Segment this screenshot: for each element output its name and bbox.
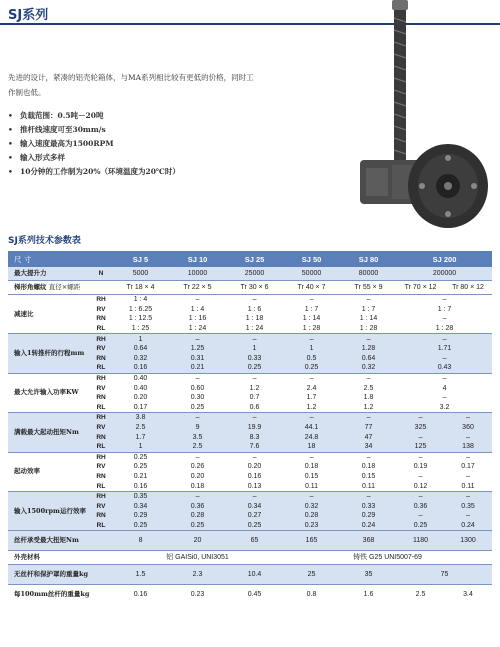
table-cell: 75	[397, 565, 492, 585]
table-cell: 25000	[226, 267, 283, 281]
table-cell: –	[226, 334, 283, 344]
table-cell: 0.23	[169, 585, 226, 605]
table-cell: 0.32	[283, 501, 340, 511]
table-cell: –	[397, 491, 444, 501]
table-cell: 0.16	[112, 585, 169, 605]
table-cell: 0.8	[283, 585, 340, 605]
table-cell: 19.9	[226, 423, 283, 433]
table-cell: –	[397, 413, 444, 423]
page-title: SJ系列	[8, 8, 49, 23]
table-cell: –	[340, 295, 397, 305]
table-cell: –	[283, 452, 340, 462]
feature-item: • 输入速度最高为1500RPM	[8, 137, 180, 151]
table-cell: 0.29	[112, 511, 169, 521]
rod-end-cap	[392, 0, 408, 10]
table-cell: 0.21	[169, 363, 226, 373]
header-model: SJ 50	[283, 251, 340, 267]
ratio-code: RN	[96, 315, 106, 323]
table-cell: 25	[283, 565, 340, 585]
table-cell: –	[397, 354, 492, 364]
table-cell: 0.20	[247, 463, 262, 471]
table-cell: 34	[340, 442, 397, 452]
table-cell: 铝 GAISi0, UNI3051	[112, 551, 283, 565]
ratio-code: RH	[90, 295, 112, 305]
table-cell: 0.21	[133, 472, 148, 480]
table-cell: –	[442, 315, 447, 323]
table-cell: 0.7	[249, 394, 260, 402]
feature-item: • 输入形式多样	[8, 151, 180, 165]
table-cell: 1	[283, 344, 340, 354]
table-cell: 1 : 28	[359, 325, 378, 333]
ratio-code: RL	[96, 482, 106, 490]
ratio-code: RN	[90, 354, 112, 364]
ratio-code: RV	[90, 423, 112, 433]
table-cell: 0.12	[413, 482, 428, 490]
ratio-code: RH	[90, 413, 112, 423]
row-group-label: 减速比	[8, 295, 90, 334]
table-cell: –	[283, 295, 340, 305]
table-cell: –	[226, 452, 283, 462]
table-cell: 0.25	[226, 521, 283, 531]
table-cell: 10.4	[226, 565, 283, 585]
table-cell: 8.3	[226, 432, 283, 442]
ratio-code: RV	[96, 305, 106, 313]
feature-list	[8, 109, 180, 179]
table-cell: Tr 18 × 4	[112, 281, 169, 295]
table-cell: –	[466, 472, 470, 480]
table-cell: 1 : 14	[302, 315, 321, 323]
table-cell: Tr 40 × 7	[283, 281, 340, 295]
feature-item: • 推杆线速度可至30mm/s	[8, 123, 180, 137]
table-cell: –	[283, 334, 340, 344]
table-row	[8, 491, 492, 501]
table-cell: 1 : 24	[188, 325, 207, 333]
table-cell: 0.17	[133, 403, 148, 411]
table-cell: 0.19	[413, 463, 428, 471]
table-cell: –	[444, 491, 492, 501]
table-cell: 0.36	[169, 501, 226, 511]
ratio-code: RH	[90, 491, 112, 501]
table-row-screw-weight	[8, 585, 492, 605]
table-cell: 24.8	[283, 432, 340, 442]
table-row-screw-torque	[8, 531, 492, 551]
table-cell: –	[226, 295, 283, 305]
table-cell: 165	[283, 531, 340, 551]
table-cell: 0.25	[169, 521, 226, 531]
table-cell: 0.26	[190, 463, 205, 471]
ratio-code: RH	[90, 334, 112, 344]
table-cell: –	[340, 413, 397, 423]
table-cell: 0.34	[226, 501, 283, 511]
table-cell: 1	[226, 344, 283, 354]
table-cell: –	[169, 334, 226, 344]
table-cell: 0.20	[190, 472, 205, 480]
table-cell: 44.1	[283, 423, 340, 433]
table-cell: 0.25	[226, 363, 283, 373]
table-cell: 1 : 4	[112, 295, 169, 305]
row-label: 外壳材料	[8, 551, 112, 565]
table-cell: –	[226, 373, 283, 383]
table-cell: 7.6	[226, 442, 283, 452]
ratio-code: RV	[90, 344, 112, 354]
row-group-label: 起动效率	[8, 452, 90, 491]
header-model: SJ 200	[397, 251, 492, 267]
table-cell: 0.24	[340, 521, 397, 531]
table-row	[8, 334, 492, 344]
table-cell: –	[340, 334, 397, 344]
feature-item: • 10分钟的工作制为20%（环境温度为20℃时）	[8, 165, 180, 179]
table-cell: 1 : 6.25	[128, 305, 153, 313]
table-cell: 0.32	[340, 363, 397, 373]
table-cell: –	[226, 413, 283, 423]
ratio-code: RH	[90, 452, 112, 462]
ratio-code: RV	[96, 463, 106, 471]
table-cell: 0.15	[361, 472, 376, 480]
table-cell: –	[169, 295, 226, 305]
ratio-code: RL	[90, 442, 112, 452]
table-cell: 1 : 14	[359, 315, 378, 323]
table-cell: 1.2	[249, 384, 260, 392]
table-cell: 1.7	[306, 394, 317, 402]
table-cell: Tr 30 × 6	[226, 281, 283, 295]
row-unit: N	[90, 267, 112, 281]
header-model: SJ 80	[340, 251, 397, 267]
table-cell: 1.8	[363, 394, 374, 402]
table-cell: –	[226, 491, 283, 501]
table-cell: 0.31	[169, 354, 226, 364]
table-cell: 138	[444, 442, 492, 452]
table-cell: 1300	[444, 531, 492, 551]
table-title: SJ系列技术参数表	[8, 236, 81, 246]
row-label: 丝杆承受最大扭矩Nm	[8, 531, 112, 551]
table-cell: 3.4	[444, 585, 492, 605]
table-cell: –	[418, 472, 423, 480]
table-cell: 5000	[112, 267, 169, 281]
table-cell: 1180	[397, 531, 444, 551]
parameter-groups	[8, 295, 492, 531]
table-cell: 1 : 24	[245, 325, 264, 333]
table-cell: 0.33	[226, 354, 283, 364]
table-cell: –	[444, 452, 492, 462]
table-cell: 0.36	[397, 501, 444, 511]
table-cell: 1 : 25	[131, 325, 150, 333]
table-cell: 0.15	[304, 472, 319, 480]
table-cell: 1 : 28	[302, 325, 321, 333]
table-cell: –	[397, 295, 492, 305]
table-row	[8, 452, 492, 462]
table-cell: 0.11	[304, 482, 319, 490]
table-cell: 8	[112, 531, 169, 551]
row-group-label: 最大允许输入功率KW	[8, 373, 90, 412]
table-cell: 0.18	[304, 463, 319, 471]
table-cell: 0.18	[190, 482, 205, 490]
product-image	[350, 0, 500, 230]
table-cell: 2.5	[397, 585, 444, 605]
table-cell: 10000	[169, 267, 226, 281]
table-cell: 65	[226, 531, 283, 551]
table-cell: 0.25	[190, 403, 205, 411]
table-cell: 0.5	[283, 354, 340, 364]
table-cell: 1	[112, 334, 169, 344]
ratio-code: RL	[90, 363, 112, 373]
table-cell: Tr 22 × 5	[169, 281, 226, 295]
row-label: 最大提升力	[8, 267, 90, 281]
table-cell: –	[169, 413, 226, 423]
table-cell: 1 : 28	[435, 325, 454, 333]
table-cell: 1.71	[397, 344, 492, 354]
table-cell: 0.25	[112, 452, 169, 462]
table-cell: –	[283, 373, 340, 383]
table-cell: –	[169, 491, 226, 501]
table-cell: 2.5	[363, 384, 374, 392]
table-cell: 20	[169, 531, 226, 551]
table-cell: 1 : 7	[361, 305, 376, 313]
ratio-code: RN	[96, 472, 106, 480]
table-cell: –	[397, 511, 444, 521]
table-cell: 360	[444, 423, 492, 433]
table-cell: Tr 55 × 9	[340, 281, 397, 295]
ratio-code: RN	[96, 394, 106, 402]
table-cell: 0.18	[361, 463, 376, 471]
table-cell: –	[340, 452, 397, 462]
table-cell: 4	[442, 384, 447, 392]
table-cell: 0.24	[444, 521, 492, 531]
intro-text: 先进的设计，紧凑的铝壳轮箱体，与MA系列相比较有更低的价格，同时工作制也低。	[8, 73, 254, 97]
table-cell: 0.11	[461, 482, 475, 490]
table-cell: 1.7	[112, 432, 169, 442]
table-cell: 35	[340, 565, 397, 585]
table-cell: 0.43	[397, 363, 492, 373]
table-cell: 3.8	[112, 413, 169, 423]
table-row-load	[8, 267, 492, 281]
header-model: SJ 10	[169, 251, 226, 267]
ratio-code: RH	[90, 373, 112, 383]
table-cell: 0.35	[444, 501, 492, 511]
header-size-label: 尺 寸	[8, 251, 112, 267]
table-cell: 0.6	[249, 403, 260, 411]
ratio-code: RL	[96, 325, 106, 333]
table-cell: 0.11	[361, 482, 376, 490]
table-cell: 47	[340, 432, 397, 442]
table-cell: –	[397, 432, 444, 442]
table-cell: 0.60	[190, 384, 205, 392]
table-cell: 1.25	[169, 344, 226, 354]
feature-item: • 负载范围：0.5吨－20吨	[8, 109, 180, 123]
table-cell: 0.40	[112, 373, 169, 383]
table-cell: –	[397, 373, 492, 383]
table-cell: 125	[397, 442, 444, 452]
table-cell: 1.2	[363, 403, 374, 411]
table-cell: 0.25	[283, 363, 340, 373]
table-cell: 3.2	[439, 403, 450, 411]
table-cell: 2.3	[169, 565, 226, 585]
row-group-label: 输入1500rpm运行效率	[8, 491, 90, 530]
table-cell: 0.35	[112, 491, 169, 501]
table-cell: 18	[283, 442, 340, 452]
table-cell: 1 : 6	[247, 305, 262, 313]
table-cell: –	[340, 491, 397, 501]
table-cell: 1 : 18	[245, 315, 264, 323]
table-cell: 2.5	[112, 423, 169, 433]
row-label: 每100mm丝杆的重量kg	[8, 585, 112, 605]
table-cell: 9	[169, 423, 226, 433]
row-label: 梯形角螺纹 直径×螺距	[8, 281, 90, 295]
table-cell: 0.13	[247, 482, 262, 490]
table-cell: 0.17	[461, 463, 475, 471]
table-row-material	[8, 551, 492, 565]
table-cell: 325	[397, 423, 444, 433]
table-cell: 0.16	[247, 472, 262, 480]
table-cell: 0.27	[226, 511, 283, 521]
table-cell: 368	[340, 531, 397, 551]
table-cell: 1.28	[340, 344, 397, 354]
table-cell: –	[283, 413, 340, 423]
table-cell: 1	[112, 442, 169, 452]
row-group-label: 满载最大起动扭矩Nm	[8, 413, 90, 452]
table-cell: –	[283, 491, 340, 501]
table-cell: 3.5	[169, 432, 226, 442]
header-model: SJ 25	[226, 251, 283, 267]
table-row	[8, 373, 492, 383]
table-cell: 0.20	[133, 394, 148, 402]
table-cell: –	[397, 452, 444, 462]
table-cell: Tr 80 × 12	[444, 281, 492, 295]
table-cell: 1.5	[112, 565, 169, 585]
table-cell: 1 : 16	[188, 315, 207, 323]
table-cell: 0.25	[397, 521, 444, 531]
table-row-thread	[8, 281, 492, 295]
table-cell: 0.28	[169, 511, 226, 521]
table-cell: –	[444, 511, 492, 521]
table-cell: 0.64	[340, 354, 397, 364]
table-row	[8, 413, 492, 423]
table-cell: 1 : 7	[304, 305, 319, 313]
table-cell: –	[169, 373, 226, 383]
table-cell: Tr 70 × 12	[397, 281, 444, 295]
spec-table	[8, 251, 492, 604]
table-row	[8, 295, 492, 305]
table-cell: –	[444, 413, 492, 423]
table-cell: 2.4	[306, 384, 317, 392]
table-cell: 0.16	[112, 363, 169, 373]
table-cell: 0.16	[133, 482, 148, 490]
table-row-weight	[8, 565, 492, 585]
table-cell: 1 : 7	[437, 305, 452, 313]
table-cell: 1 : 12.5	[128, 315, 153, 323]
table-cell: 80000	[340, 267, 397, 281]
table-cell: 0.25	[133, 463, 148, 471]
ratio-code: RL	[96, 403, 106, 411]
ratio-code: RV	[96, 384, 106, 392]
table-cell: 0.34	[112, 501, 169, 511]
table-cell: –	[442, 394, 447, 402]
table-cell: 50000	[283, 267, 340, 281]
table-cell: 0.45	[226, 585, 283, 605]
ratio-code: RL	[90, 521, 112, 531]
table-cell: 0.28	[283, 511, 340, 521]
table-cell: 0.64	[112, 344, 169, 354]
table-cell: 1.2	[306, 403, 317, 411]
table-cell: 2.5	[169, 442, 226, 452]
table-cell: 0.23	[283, 521, 340, 531]
table-cell: 1.6	[340, 585, 397, 605]
ratio-code: RN	[90, 511, 112, 521]
table-cell: –	[169, 452, 226, 462]
table-cell: 0.25	[112, 521, 169, 531]
table-cell: 77	[340, 423, 397, 433]
table-cell: 铸铁 G25 UNI5007-69	[283, 551, 492, 565]
row-group-label: 输入1转推杆的行程mm	[8, 334, 90, 373]
table-cell: 0.32	[112, 354, 169, 364]
table-cell: 0.30	[190, 394, 205, 402]
ratio-code: RV	[90, 501, 112, 511]
table-cell: –	[340, 373, 397, 383]
row-label: 无丝杆和保护罩的重量kg	[8, 565, 112, 585]
table-cell: 1 : 4	[190, 305, 205, 313]
table-cell: 0.29	[340, 511, 397, 521]
header-model: SJ 5	[112, 251, 169, 267]
table-cell: 0.40	[133, 384, 148, 392]
ratio-code: RN	[90, 432, 112, 442]
table-cell: –	[397, 334, 492, 344]
table-cell: 0.33	[340, 501, 397, 511]
table-cell: 200000	[397, 267, 492, 281]
table-cell: –	[444, 432, 492, 442]
